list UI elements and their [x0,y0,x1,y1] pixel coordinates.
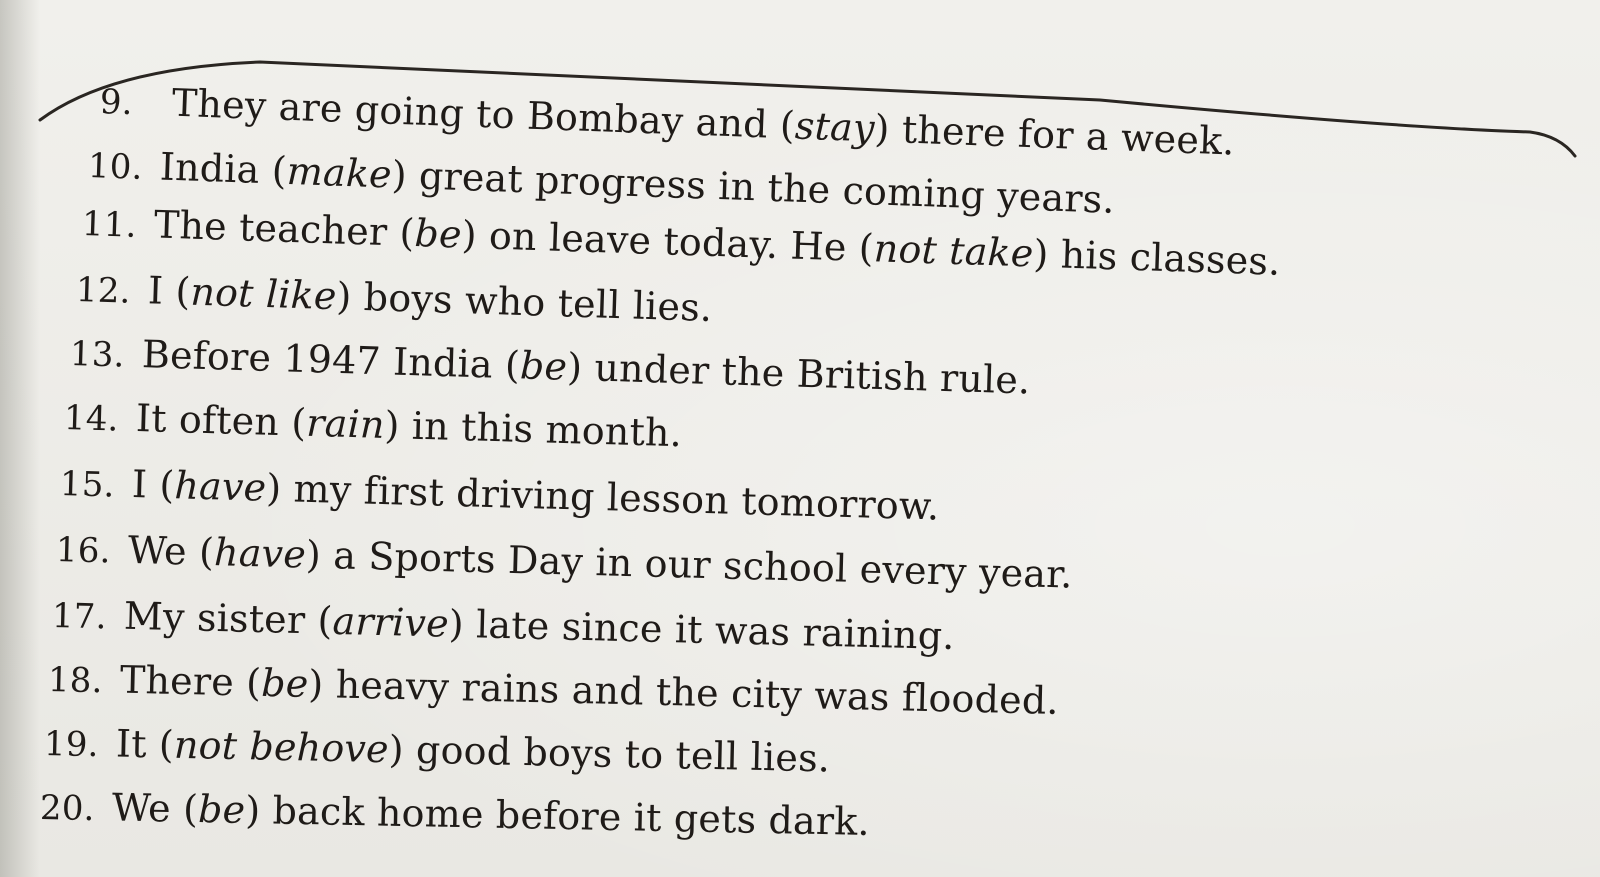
exercise-item-15 [59,460,940,531]
verb-hint: be [519,343,568,389]
exercise-item-17 [51,592,955,660]
item-number: 13. [69,334,126,376]
verb-hint: be [260,660,309,706]
item-number: 17. [51,596,108,638]
verb-hint: stay [794,103,876,151]
sentence-text: ) there for a week. [873,106,1236,164]
verb-hint: not behove [173,722,390,772]
exercise-item-12 [75,266,713,332]
sentence-text: ) in this month. [383,402,683,456]
sentence-text: ) a Sports Day in our school every year. [305,532,1074,597]
exercise-item-13 [69,330,1031,404]
item-number: 14. [63,398,120,440]
verb-hint: not take [873,226,1035,276]
sentence-text: ) my first driving lesson tomorrow. [265,465,941,529]
verb-hint: rain [305,400,386,447]
verb-hint: have [173,463,267,510]
exercise-item-19 [44,720,831,782]
sentence-text: ) under the British rule. [566,344,1031,403]
verb-hint: be [197,787,246,832]
sentence-text: ) boys who tell lies. [335,274,713,330]
exercise-item-16 [55,526,1073,599]
exercise-item-14 [63,394,682,457]
sentence-text: Before 1947 India ( [141,332,521,388]
verb-hint: make [286,148,393,197]
sentence-text: We ( [111,785,199,832]
verb-hint: arrive [332,598,450,646]
sentence-text: We ( [127,527,215,575]
sentence-text: There ( [119,657,262,705]
item-number: 20. [39,788,96,830]
sentence-text: It often ( [135,396,308,445]
sentence-text: They are going to Bombay and ( [171,80,796,148]
sentence-text: ) great progress in the coming years. [391,152,1116,222]
item-number: 9. [99,82,134,124]
item-number: 19. [43,724,100,766]
exercise-item-20 [40,784,871,846]
sentence-text: ) back home before it gets dark. [244,787,871,844]
sentence-text: I ( [147,268,192,314]
item-number: 12. [75,270,132,312]
sentence-text: ) his classes. [1032,231,1282,284]
sentence-text: The teacher ( [153,202,416,256]
item-number: 10. [87,146,144,188]
verb-hint: have [213,530,307,577]
verb-hint: be [413,211,463,257]
sentence-text: It ( [115,721,175,767]
item-number: 11. [81,204,138,246]
sentence-text: ) good boys to tell lies. [388,727,831,781]
exercise-item-18 [47,656,1059,725]
verb-hint: not like [189,269,338,319]
sentence-text: India ( [159,144,288,193]
sentence-text: ) on leave today. He ( [461,212,875,271]
item-number: 16. [55,530,112,572]
sentence-text: My sister ( [123,593,334,643]
sentence-text: ) late since it was raining. [448,601,956,659]
sentence-text: I ( [131,462,176,508]
sentence-text: ) heavy rains and the city was flooded. [307,661,1060,723]
item-number: 15. [59,464,116,506]
item-number: 18. [47,660,104,702]
